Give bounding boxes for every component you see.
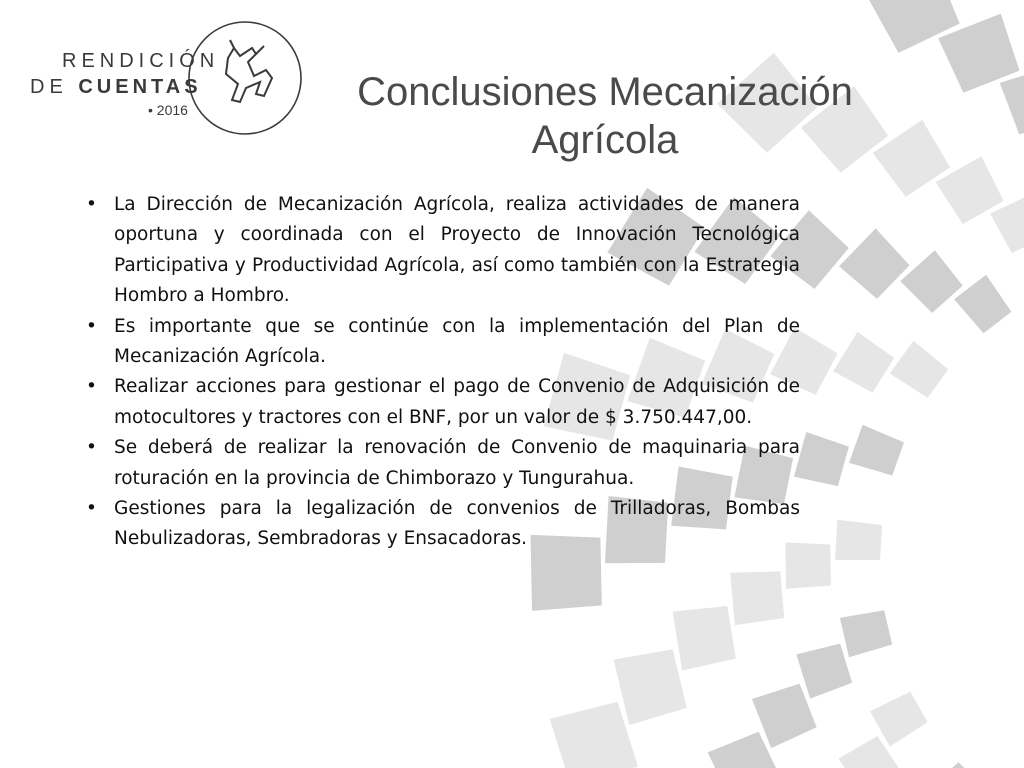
logo-text-year: • 2016 xyxy=(148,102,188,118)
list-item-text: Realizar acciones para gestionar el pago de Convenio de Adquisición de motocultores y tractores con el BNF, por un valor de $ 3.750.447,00. xyxy=(114,376,800,428)
bullet-marker: • xyxy=(86,376,97,398)
pattern-tile xyxy=(794,432,849,486)
logo-text-cuentas: CUENTAS xyxy=(78,76,202,98)
pattern-tile xyxy=(925,762,983,768)
logo-text-de: DE xyxy=(30,76,68,98)
list-item xyxy=(86,433,800,494)
list-item xyxy=(86,494,800,555)
bullet-marker: • xyxy=(86,437,97,459)
pattern-tile xyxy=(890,341,949,398)
list-item-text: La Dirección de Mecanización Agrícola, realiza actividades de manera oportuna y coordinada con el Proyecto de Innovación Tecnológica Participativa y Productividad Agrícola, así como también con la Estrategia Hombro a Hombro. xyxy=(114,194,800,307)
list-item-text: Se deberá de realizar la renovación de Convenio de maquinaria para roturación en la provincia de Chimborazo y Tungurahua. xyxy=(114,437,800,489)
pattern-tile xyxy=(839,228,909,299)
pattern-tile xyxy=(835,520,882,560)
logo-text-rendicion: RENDICIÓN xyxy=(62,50,220,72)
slide-title-line1: Conclusiones Mecanización xyxy=(357,70,853,114)
list-item-text: Gestiones para la legalización de convenios de Trilladoras, Bombas Nebulizadoras, Sembradoras y Ensacadoras. xyxy=(114,498,800,550)
pattern-tile xyxy=(730,571,784,625)
list-item xyxy=(86,372,800,433)
pattern-tile xyxy=(673,606,736,671)
pattern-tile xyxy=(550,702,638,768)
slide-title-line2: Agrícola xyxy=(531,118,679,162)
pattern-tile xyxy=(954,275,1011,334)
pattern-tile xyxy=(900,250,962,313)
bullet-list xyxy=(86,190,800,555)
logo-text-de-cuentas xyxy=(30,76,202,99)
rendicion-cuentas-logo xyxy=(20,18,310,138)
list-item xyxy=(86,312,800,373)
list-item-text: Es importante que se continúe con la implementación del Plan de Mecanización Agrícola. xyxy=(114,315,800,368)
pattern-tile xyxy=(614,649,687,725)
list-item xyxy=(86,190,800,312)
pattern-tile xyxy=(849,425,904,476)
slide-title xyxy=(310,68,900,164)
pattern-tile xyxy=(833,332,894,393)
bullet-marker: • xyxy=(86,194,97,215)
pattern-tile xyxy=(840,610,892,657)
pattern-tile xyxy=(796,644,852,699)
bullet-marker: • xyxy=(86,315,97,337)
bullet-marker: • xyxy=(86,498,97,520)
